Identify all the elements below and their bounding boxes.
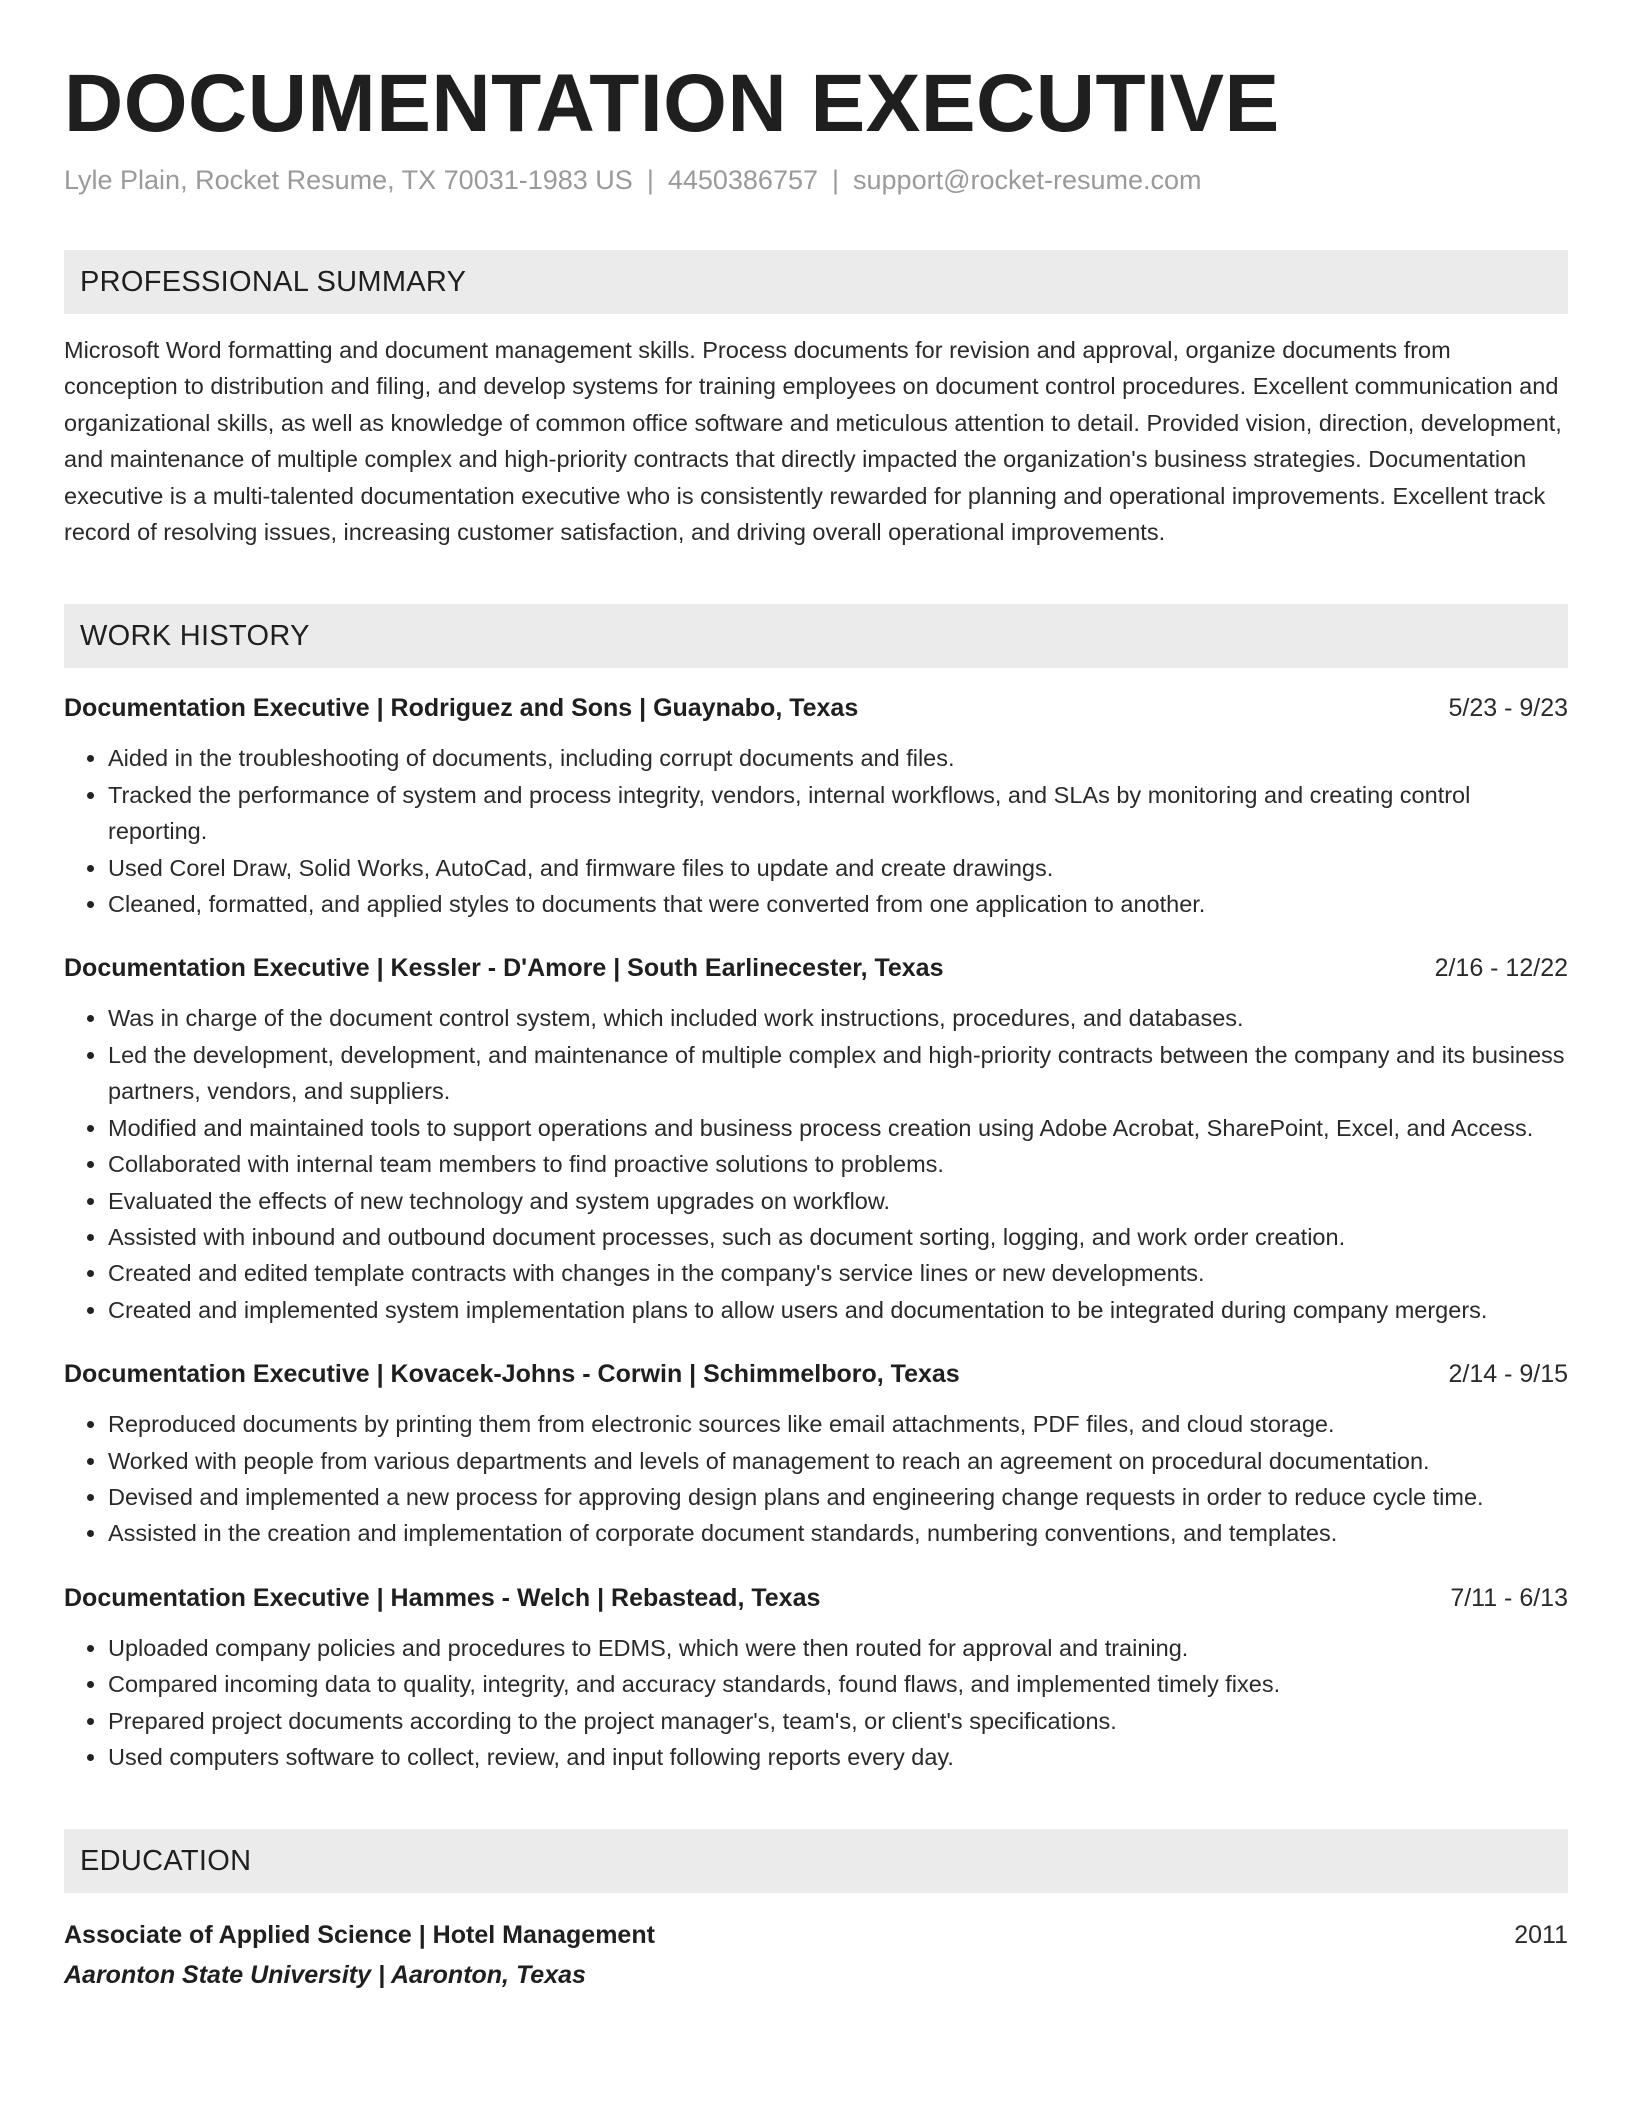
- education-school: Aaronton State University | Aaronton, Texas: [64, 1961, 586, 1990]
- job-bullets: [64, 1630, 1568, 1776]
- contact-line: [64, 162, 1568, 198]
- job-title: Documentation Executive | Kessler - D'Amore | South Earlinecester, Texas: [64, 954, 944, 983]
- job-bullet: • Uploaded company policies and procedures to EDMS, which were then routed for approval and training.: [108, 1630, 1568, 1666]
- section-header: [64, 1829, 1568, 1893]
- professional-summary-section: [64, 250, 1568, 550]
- section-heading: WORK HISTORY: [80, 619, 310, 652]
- education-section: [64, 1829, 1568, 1995]
- job-bullet: • Reproduced documents by printing them from electronic sources like email attachments, PDF files, and cloud storage.: [108, 1406, 1568, 1442]
- education-entry: [64, 1915, 1568, 1995]
- job-dates: 7/11 - 6/13: [1450, 1583, 1568, 1612]
- job-bullet: • Collaborated with internal team members to find proactive solutions to problems.: [108, 1146, 1568, 1182]
- job-bullet: • Assisted in the creation and implementation of corporate document standards, numbering conventions, and templates.: [108, 1515, 1568, 1551]
- section-heading: EDUCATION: [80, 1844, 252, 1877]
- job-bullets: [64, 1000, 1568, 1328]
- job-bullet: • Assisted with inbound and outbound document processes, such as document sorting, logging, and work order creation.: [108, 1219, 1568, 1255]
- job-dates: 5/23 - 9/23: [1448, 694, 1568, 723]
- summary-text: Microsoft Word formatting and document management skills. Process documents for revision and approval, organize documents from conception to distribution and filing, and develop systems for training employees on document control procedures. Excellent communication and organizational skills, as well as knowledge of common office software and meticulous attention to detail. Provided vision, direction, development, and maintenance of multiple complex and high-priority contracts that directly impacted the organization's business strategies. Documentation executive is a multi-talented documentation executive who is consistently rewarded for planning and operational improvements. Excellent track record of resolving issues, increasing customer satisfaction, and driving overall operational improvements.: [64, 337, 1562, 546]
- job-bullet: • Prepared project documents according to the project manager's, team's, or client's specifications.: [108, 1703, 1568, 1739]
- section-header: [64, 604, 1568, 668]
- job-entry: [64, 1580, 1568, 1776]
- job-header: [64, 1356, 1568, 1392]
- job-bullets: [64, 740, 1568, 922]
- job-bullet: • Used computers software to collect, review, and input following reports every day.: [108, 1739, 1568, 1775]
- job-bullet: • Used Corel Draw, Solid Works, AutoCad, and firmware files to update and create drawings.: [108, 850, 1568, 886]
- job-dates: 2/16 - 12/22: [1434, 954, 1568, 983]
- job-title: Documentation Executive | Hammes - Welch | Rebastead, Texas: [64, 1583, 821, 1612]
- job-entry: [64, 690, 1568, 922]
- contact-phone: 4450386757: [667, 165, 818, 195]
- job-bullet: • Created and implemented system implementation plans to allow users and documentation to be integrated during company mergers.: [108, 1292, 1568, 1328]
- job-bullet: • Created and edited template contracts with changes in the company's service lines or new developments.: [108, 1255, 1568, 1291]
- education-degree: Associate of Applied Science | Hotel Management: [64, 1921, 655, 1950]
- contact-address: Lyle Plain, Rocket Resume, TX 70031-1983 US: [64, 165, 633, 195]
- contact-separator: |: [646, 165, 654, 195]
- job-bullet: • Aided in the troubleshooting of documents, including corrupt documents and files.: [108, 740, 1568, 776]
- job-bullet: • Cleaned, formatted, and applied styles to documents that were converted from one application to another.: [108, 886, 1568, 922]
- job-bullet: • Modified and maintained tools to support operations and business process creation using Adobe Acrobat, SharePoint, Excel, and Access.: [108, 1110, 1568, 1146]
- job-header: [64, 950, 1568, 986]
- job-bullet: • Devised and implemented a new process for approving design plans and engineering change requests in order to reduce cycle time.: [108, 1479, 1568, 1515]
- job-bullet: • Tracked the performance of system and process integrity, vendors, internal workflows, and SLAs by monitoring and creating control reporting.: [108, 777, 1568, 850]
- education-header: [64, 1915, 1568, 1955]
- job-bullet: • Worked with people from various departments and levels of management to reach an agreement on procedural documentation.: [108, 1443, 1568, 1479]
- job-bullet: • Led the development, development, and maintenance of multiple complex and high-priority contracts between the company and its business partners, vendors, and suppliers.: [108, 1037, 1568, 1110]
- section-header: [64, 250, 1568, 314]
- job-title: Documentation Executive | Kovacek-Johns - Corwin | Schimmelboro, Texas: [64, 1360, 960, 1389]
- job-bullet: • Was in charge of the document control system, which included work instructions, procedures, and databases.: [108, 1000, 1568, 1036]
- resume-name: DOCUMENTATION EXECUTIVE: [64, 58, 1280, 149]
- contact-email: support@rocket-resume.com: [853, 165, 1202, 195]
- job-bullets: [64, 1406, 1568, 1552]
- job-entry: [64, 1356, 1568, 1552]
- job-bullet: • Compared incoming data to quality, integrity, and accuracy standards, found flaws, and implemented timely fixes.: [108, 1666, 1568, 1702]
- job-entry: [64, 950, 1568, 1328]
- job-header: [64, 690, 1568, 726]
- work-history-section: [64, 604, 1568, 1775]
- contact-separator: |: [832, 165, 840, 195]
- job-bullet: • Evaluated the effects of new technology and system upgrades on workflow.: [108, 1183, 1568, 1219]
- resume-page: [64, 56, 1568, 1995]
- job-dates: 2/14 - 9/15: [1448, 1360, 1568, 1389]
- job-title: Documentation Executive | Rodriguez and Sons | Guaynabo, Texas: [64, 694, 859, 723]
- section-heading: PROFESSIONAL SUMMARY: [80, 265, 467, 298]
- job-header: [64, 1580, 1568, 1616]
- education-year: 2011: [1514, 1921, 1568, 1950]
